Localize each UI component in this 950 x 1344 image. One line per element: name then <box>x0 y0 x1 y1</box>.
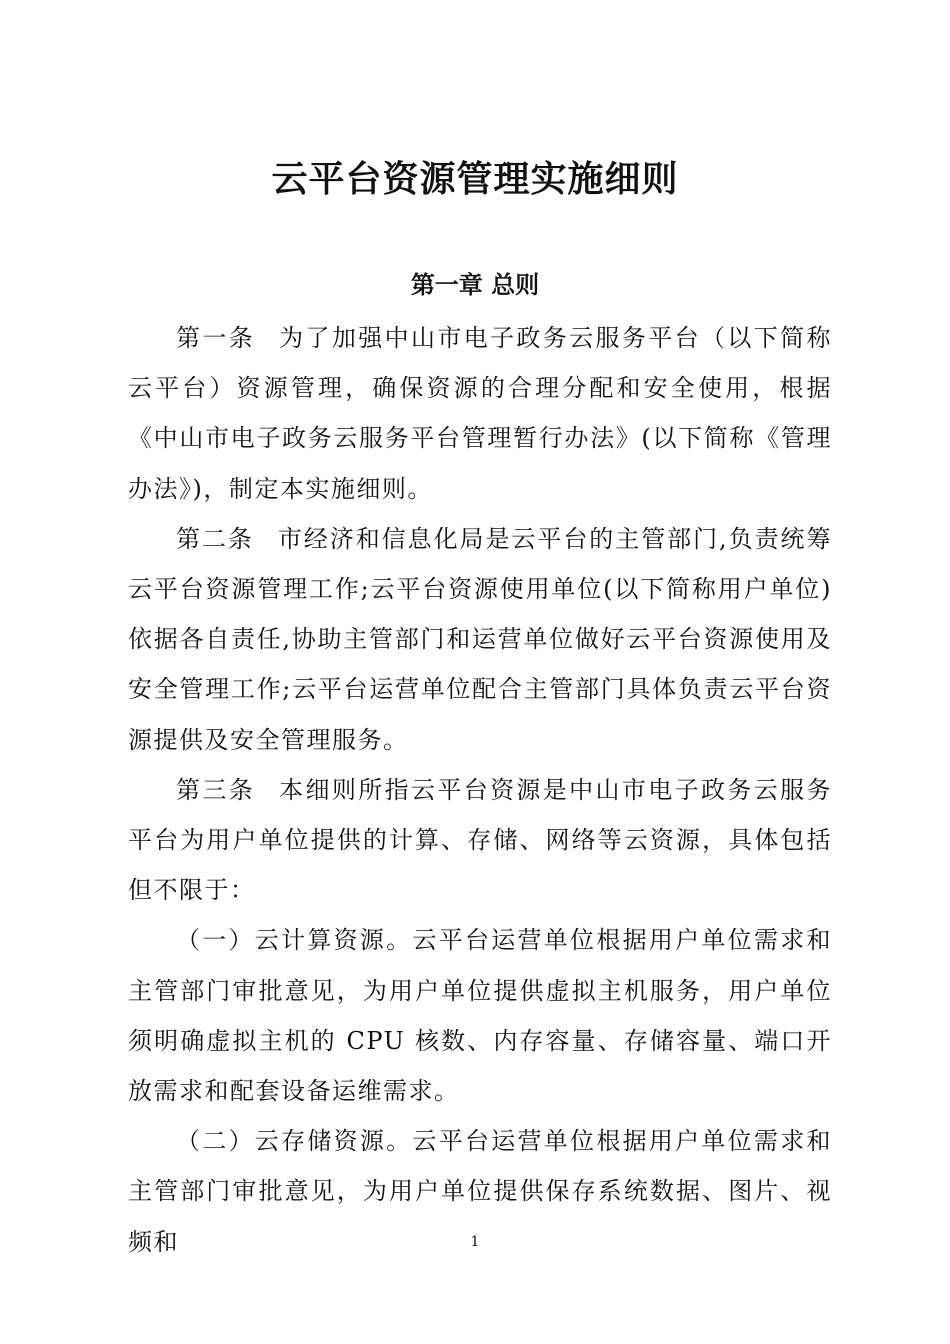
item-2: （二）云存储资源。云平台运营单位根据用户单位需求和主管部门审批意见，为用户单位提供保存系统数据、图片、视频和 <box>128 1127 832 1256</box>
document-title: 云平台资源管理实施细则 <box>271 159 679 200</box>
article-3-label: 第三条 <box>176 775 256 804</box>
document-body <box>128 313 832 1267</box>
article-1-text: 为了加强中山市电子政务云服务平台（以下简称云平台）资源管理，确保资源的合理分配和安全使用，根据《中山市电子政务云服务平台管理暂行办法》(以下简称《管理办法》)，制定本实施细则。 <box>128 324 832 503</box>
article-2-label: 第二条 <box>176 524 254 553</box>
article-1 <box>128 313 832 514</box>
article-2 <box>128 514 832 765</box>
page-number: 1 <box>470 1234 480 1250</box>
chapter-heading: 第一章 总则 <box>410 270 540 299</box>
article-3 <box>128 765 832 916</box>
item-1: （一）云计算资源。云平台运营单位根据用户单位需求和主管部门审批意见，为用户单位提供虚拟主机服务，用户单位须明确虚拟主机的 CPU 核数、内存容量、存储容量、端口开放需求和配套设备运维需求。 <box>128 926 832 1106</box>
article-1-label: 第一条 <box>176 324 256 352</box>
article-3-text: 本细则所指云平台资源是中山市电子政务云服务平台为用户单位提供的计算、存储、网络等云资源，具体包括但不限于： <box>128 775 832 905</box>
article-2-text: 市经济和信息化局是云平台的主管部门,负责统筹云平台资源管理工作;云平台资源使用单位(以下简称用户单位)依据各自责任,协助主管部门和运营单位做好云平台资源使用及安全管理工作;云平台运营单位配合主管部门具体负责云平台资源提供及安全管理服务。 <box>128 524 832 754</box>
